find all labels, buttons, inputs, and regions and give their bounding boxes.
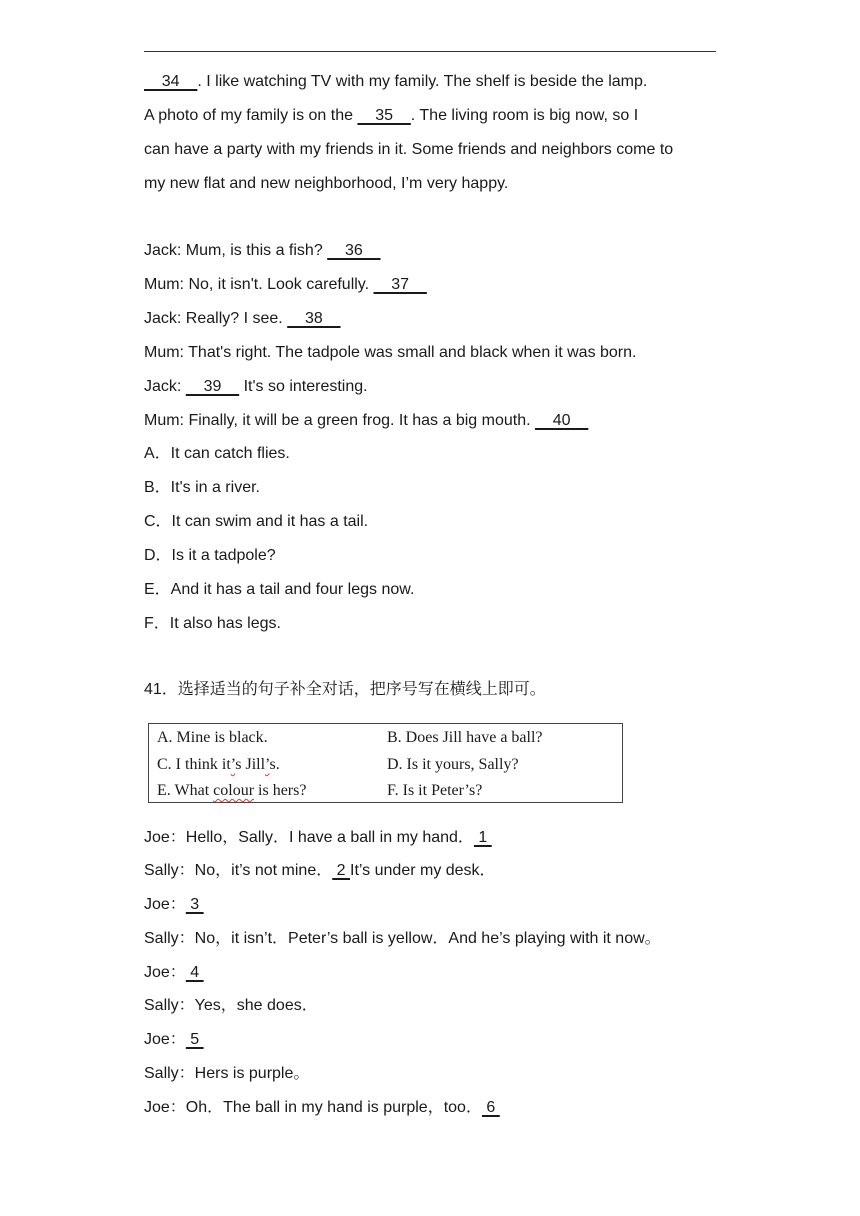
option-f: F．It also has legs. <box>144 615 281 632</box>
blank-34[interactable]: 34 <box>144 73 198 90</box>
passage-line-3: can have a party with my friends in it. Some friends and neighbors come to <box>144 141 674 158</box>
box-option-c-quote: ’ <box>230 756 236 773</box>
blank-4[interactable]: 4 <box>185 964 204 981</box>
q41-line-joe-1 <box>144 828 492 848</box>
q41-line-sally-1 <box>144 861 496 881</box>
option-a: A．It can catch flies. <box>144 445 290 462</box>
passage-line-2 <box>144 106 638 126</box>
blank-39[interactable]: 39 <box>185 378 240 395</box>
passage-line-4: my new flat and new neighborhood, I’m very happy. <box>144 175 509 192</box>
passage-text: A photo of my family is on the <box>144 107 358 124</box>
option-b: B．It's in a river. <box>144 479 260 496</box>
dialogue-text: Mum: Finally, it will be a green frog. It has a big mouth. <box>144 412 535 429</box>
dialogue-line-jack-3 <box>144 377 368 397</box>
passage-line-1 <box>144 72 647 92</box>
blank-40[interactable]: 40 <box>534 412 589 429</box>
dialogue-text: Jack: <box>144 378 186 395</box>
blank-3[interactable]: 3 <box>185 896 204 913</box>
q41-line-sally-3: Sally：Yes，she does． <box>144 997 318 1014</box>
blank-38[interactable]: 38 <box>287 310 341 327</box>
dialogue-text: Joe：Oh．The ball in my hand is purple，too． <box>144 1099 482 1116</box>
dialogue-line-jack-2 <box>144 309 341 329</box>
dialogue-line-jack-1 <box>144 241 381 261</box>
q41-line-joe-5 <box>144 1098 500 1118</box>
passage-text: . The living room is big now, so I <box>410 107 639 124</box>
box-option-e-spelling: colour <box>213 782 255 799</box>
box-option-b: B. Does Jill have a ball? <box>387 729 543 746</box>
q41-line-joe-3 <box>144 963 204 983</box>
dialogue-text: It’s under my desk． <box>350 862 496 879</box>
box-option-a: A. Mine is black. <box>157 729 268 746</box>
blank-37[interactable]: 37 <box>373 276 427 293</box>
dialogue-line-mum-2: Mum: That's right. The tadpole was small and black when it was born. <box>144 344 637 361</box>
box-option-c <box>157 756 280 774</box>
box-option-e <box>157 782 306 800</box>
option-d: D．Is it a tadpole? <box>144 547 276 564</box>
dialogue-text: Joe： <box>144 1031 186 1048</box>
box-option-f: F. Is it Peter’s? <box>387 782 483 799</box>
dialogue-text: Jack: Really? I see. <box>144 310 288 327</box>
dialogue-text: It's so interesting. <box>239 378 368 395</box>
q41-line-joe-4 <box>144 1030 204 1050</box>
box-option-c-text: s Jill <box>235 756 266 773</box>
box-option-d: D. Is it yours, Sally? <box>387 756 519 773</box>
blank-1[interactable]: 1 <box>473 829 492 846</box>
dialogue-text: Sally：No，it’s not mine． <box>144 862 333 879</box>
dialogue-text: Mum: No, it isn't. Look carefully. <box>144 276 374 293</box>
box-option-c-quote: ’ <box>265 756 270 773</box>
blank-2[interactable]: 2 <box>332 862 351 879</box>
dialogue-text: Joe：Hello，Sally．I have a ball in my hand． <box>144 829 474 846</box>
header-rule <box>144 51 716 52</box>
blank-5[interactable]: 5 <box>185 1031 204 1048</box>
box-option-c-text: C. I think it <box>157 756 231 773</box>
dialogue-line-mum-1 <box>144 275 427 295</box>
q41-line-joe-2 <box>144 895 204 915</box>
dialogue-text: Joe： <box>144 964 186 981</box>
q41-line-sally-4: Sally：Hers is purple。 <box>144 1065 310 1082</box>
options-box <box>148 723 623 803</box>
blank-36[interactable]: 36 <box>327 242 381 259</box>
box-option-e-text: is hers? <box>254 782 307 799</box>
dialogue-text: Jack: Mum, is this a fish? <box>144 242 328 259</box>
blank-35[interactable]: 35 <box>357 107 411 124</box>
q41-line-sally-2: Sally：No，it isn’t．Peter’s ball is yellow．And he’s playing with it now。 <box>144 930 661 947</box>
passage-text: . I like watching TV with my family. The shelf is beside the lamp. <box>197 73 648 90</box>
box-option-c-text: s. <box>269 756 280 773</box>
box-option-e-text: E. What <box>157 782 214 799</box>
blank-6[interactable]: 6 <box>481 1099 500 1116</box>
dialogue-line-mum-3 <box>144 411 588 431</box>
option-e: E．And it has a tail and four legs now. <box>144 581 415 598</box>
option-c: C．It can swim and it has a tail. <box>144 513 369 530</box>
question-41-instruction: 41．选择适当的句子补全对话，把序号写在横线上即可。 <box>144 681 546 698</box>
dialogue-text: Joe： <box>144 896 186 913</box>
